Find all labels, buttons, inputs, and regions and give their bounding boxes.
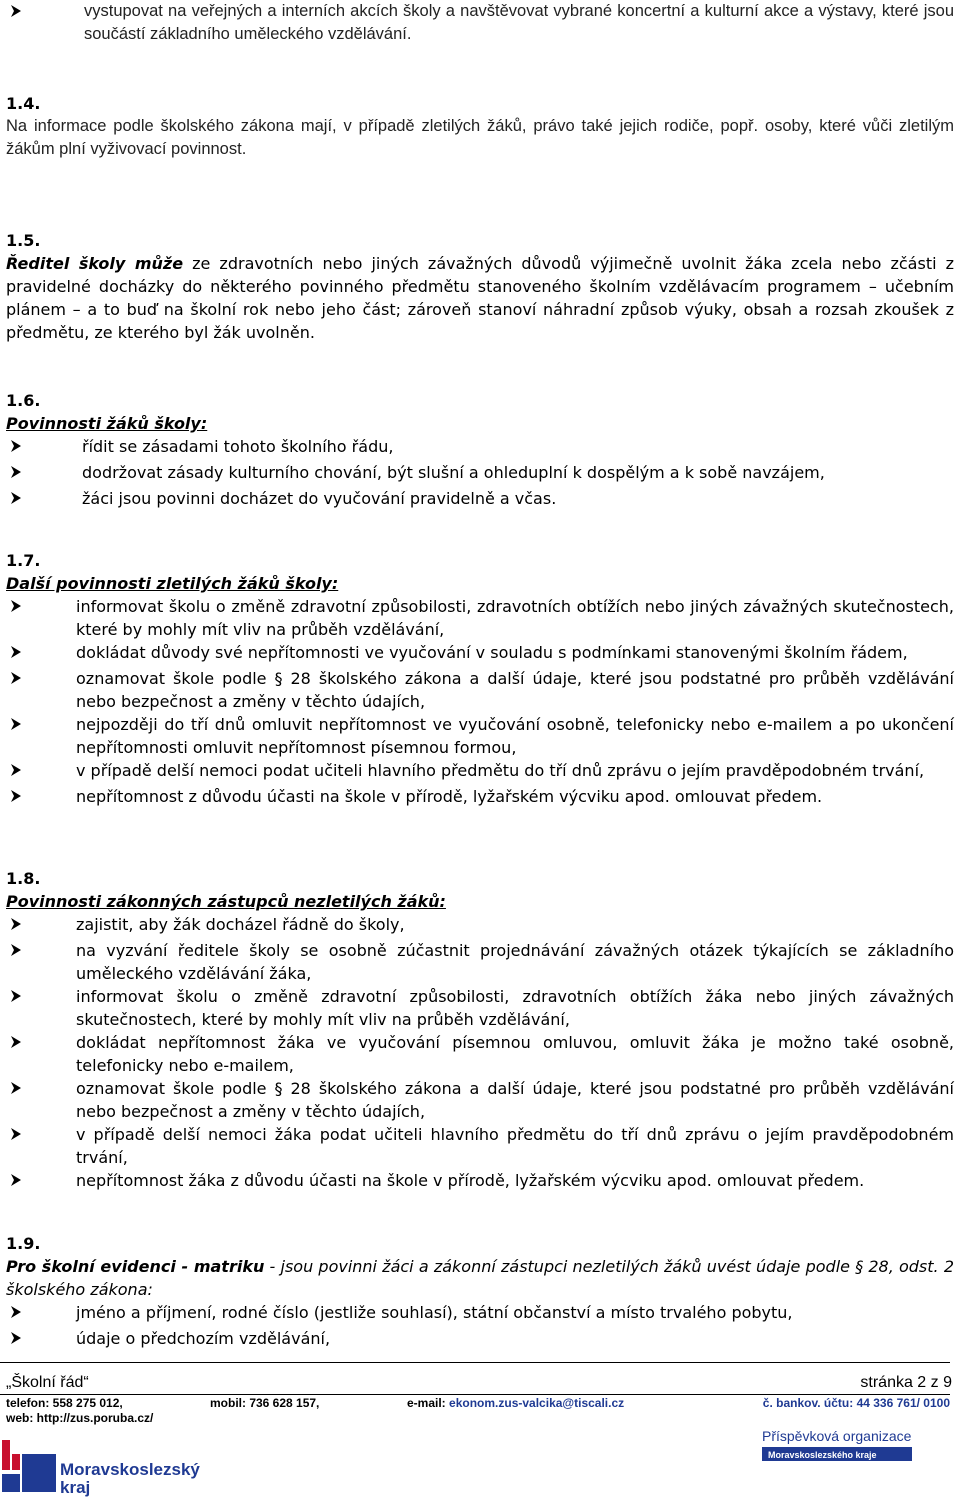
arrow-bullet-icon — [6, 595, 28, 641]
arrow-bullet-icon — [6, 487, 28, 513]
section-heading: Povinnosti žáků školy: — [6, 414, 208, 433]
paragraph-text: - jsou povinni žáci a zákonní zástupci nezletilých žáků uvést údaje podle § 28, odst. 2 školského zákona: — [6, 1257, 955, 1299]
list-item — [6, 1301, 954, 1327]
arrow-bullet-icon — [6, 1031, 28, 1077]
list-item — [6, 461, 954, 487]
list-item-text: vystupovat na veřejných a interních akcích školy a navštěvovat vybrané koncertní a kulturní akce a výstavy, které jsou součástí základního uměleckého vzdělávání. — [84, 2, 954, 43]
arrow-bullet-icon — [6, 713, 28, 759]
paragraph-text: ze zdravotních nebo jiných závažných důvodů výjimečně uvolnit žáka zcela nebo zčásti z pravidelné docházky do některého povinného předmětu stanoveného školním vzdělávacím programem – učebním plánem – a to buď na školní rok nebo jeho část; zároveň stanoví náhradní způsob výuky, obsah a rozsah zkoušek z předmětu, ze kterého byl žák uvolněn. — [6, 254, 954, 342]
paragraph-lead: Ředitel školy může — [6, 254, 184, 273]
arrow-bullet-icon — [6, 641, 28, 667]
section-heading: Další povinnosti zletilých žáků školy: — [6, 574, 339, 593]
list-item — [6, 435, 954, 461]
list-item — [6, 785, 954, 811]
list-item — [6, 1031, 954, 1077]
list-item-text: informovat školu o změně zdravotní způsobilosti, zdravotních obtížích žáka nebo jiných závažných skutečnostech, které by mohly mít vliv na průběh vzdělávání, — [76, 987, 954, 1029]
paragraph — [6, 252, 954, 344]
footer-web-link[interactable]: web: http://zus.poruba.cz/ — [6, 1411, 154, 1425]
list-item — [6, 713, 954, 759]
list-item-text: nepřítomnost žáka z důvodu účasti na škole v přírodě, lyžařském výcviku apod. omlouvat předem. — [76, 1171, 865, 1190]
section-number: 1.6. — [6, 391, 41, 410]
arrow-bullet-icon — [6, 1169, 28, 1195]
list-item-text: dokládat důvody své nepřítomnosti ve vyučování v souladu s podmínkami stanovenými školním řádem, — [76, 643, 908, 662]
list-item-text: nejpozději do tří dnů omluvit nepřítomnost ve vyučování osobně, telefonicky nebo e-mailem a po ukončení nepřítomnosti omluvit nepřítomnost písemnou formou, — [76, 715, 954, 757]
bullet-list — [6, 1301, 954, 1353]
footer-divider — [0, 1362, 950, 1363]
section-number: 1.5. — [6, 231, 41, 250]
arrow-bullet-icon — [6, 985, 28, 1031]
logo-left-line1: Moravskoslezský — [60, 1460, 200, 1479]
section-number: 1.7. — [6, 551, 41, 570]
footer-doc-title: „Školní řád“ — [6, 1374, 89, 1391]
list-item-text: oznamovat škole podle § 28 školského zákona a další údaje, které jsou podstatné pro průběh vzdělávání nebo bezpečnost a změny v těchto údajích, — [76, 1079, 954, 1121]
footer-contact-row — [6, 1396, 956, 1410]
list-item-text: dokládat nepřítomnost žáka ve vyučování písemnou omluvou, omluvit žáka je možno také osobně, telefonicky nebo e-mailem, — [76, 1033, 954, 1075]
prispevkova-organizace-logo — [760, 1425, 920, 1467]
arrow-bullet-icon — [6, 1301, 28, 1327]
logo-right-line2: Moravskoslezského kraje — [768, 1450, 877, 1460]
list-item-text: zajistit, aby žák docházel řádně do školy, — [76, 915, 405, 934]
section-number: 1.4. — [6, 94, 41, 113]
arrow-bullet-icon — [6, 759, 28, 785]
list-item-text: údaje o předchozím vzdělávání, — [76, 1329, 331, 1348]
list-item — [6, 0, 954, 46]
logo-right-line1: Příspěvková organizace — [762, 1428, 912, 1444]
logo-left-line2: kraj — [60, 1478, 91, 1497]
list-item-text: na vyzvání ředitele školy se osobně zúčastnit projednávání závažných otázek týkajících se základního uměleckého vzdělávání žáka, — [76, 941, 954, 983]
list-item — [6, 641, 954, 667]
arrow-bullet-icon — [6, 1327, 28, 1353]
footer-divider — [0, 1394, 950, 1395]
arrow-bullet-icon — [6, 667, 28, 713]
arrow-bullet-icon — [6, 939, 28, 985]
footer-mobile: mobil: 736 628 157, — [210, 1396, 320, 1410]
bullet-list — [6, 913, 954, 1195]
paragraph: Na informace podle školského zákona mají, v případě zletilých žáků, právo také jejich rodiče, popř. osoby, které vůči zletilým žákům plní vyživovací povinnost. — [6, 117, 954, 158]
list-item-text: v případě delší nemoci podat učiteli hlavního předmětu do tří dnů zprávu o jejím pravděpodobném trvání, — [76, 761, 925, 780]
list-item-text: jméno a příjmení, rodné číslo (jestliže souhlasí), státní občanství a místo trvalého pobytu, — [76, 1303, 793, 1322]
list-item — [6, 667, 954, 713]
arrow-bullet-icon — [6, 1077, 28, 1123]
arrow-bullet-icon — [6, 913, 28, 939]
section-heading: Povinnosti zákonných zástupců nezletilých žáků: — [6, 892, 446, 911]
paragraph — [6, 1255, 954, 1301]
list-item — [6, 985, 954, 1031]
list-item — [6, 595, 954, 641]
list-item-text: žáci jsou povinni docházet do vyučování pravidelně a včas. — [82, 489, 557, 508]
list-item-text: nepřítomnost z důvodu účasti na škole v přírodě, lyžařském výcviku apod. omlouvat předem. — [76, 787, 823, 806]
list-item-text: oznamovat škole podle § 28 školského zákona a další údaje, které jsou podstatné pro průběh vzdělávání nebo bezpečnost a změny v těchto údajích, — [76, 669, 954, 711]
list-item-text: v případě delší nemoci žáka podat učiteli hlavního předmětu do tří dnů zprávu o jejím pravděpodobném trvání, — [76, 1125, 954, 1167]
arrow-bullet-icon — [6, 435, 28, 461]
arrow-bullet-icon — [6, 1123, 28, 1169]
bullet-list — [6, 595, 954, 811]
list-item — [6, 1077, 954, 1123]
list-item — [6, 759, 954, 785]
arrow-bullet-icon — [6, 461, 28, 487]
list-item — [6, 913, 954, 939]
arrow-bullet-icon — [6, 0, 28, 46]
moravskoslezsky-kraj-logo — [0, 1430, 200, 1500]
bullet-list — [6, 435, 954, 513]
list-item — [6, 939, 954, 985]
footer-phone: telefon: 558 275 012, — [6, 1396, 123, 1410]
footer-web-row — [6, 1411, 956, 1425]
footer-bank-account: č. bankov. účtu: 44 336 761/ 0100 — [762, 1396, 950, 1410]
footer-title-row — [6, 1374, 956, 1392]
list-item-text: informovat školu o změně zdravotní způsobilosti, zdravotních obtížích nebo jiných závažných skutečnostech, které by mohly mít vliv na průběh vzdělávání, — [76, 597, 954, 639]
list-item — [6, 1123, 954, 1169]
list-item-text: dodržovat zásady kulturního chování, být slušní a ohleduplní k dospělým a k sobě navzájem, — [82, 463, 825, 482]
paragraph-lead: Pro školní evidenci - matriku — [6, 1257, 265, 1276]
list-item — [6, 1327, 954, 1353]
list-item-text: řídit se zásadami tohoto školního řádu, — [82, 437, 394, 456]
footer-page-number: stránka 2 z 9 — [860, 1374, 952, 1391]
list-item — [6, 487, 954, 513]
arrow-bullet-icon — [6, 785, 28, 811]
footer-email-link[interactable]: ekonom.zus-valcika@tiscali.cz — [449, 1396, 625, 1410]
section-number: 1.8. — [6, 869, 41, 888]
section-number: 1.9. — [6, 1234, 41, 1253]
footer-email-label: e-mail: — [407, 1396, 446, 1410]
list-item — [6, 1169, 954, 1195]
